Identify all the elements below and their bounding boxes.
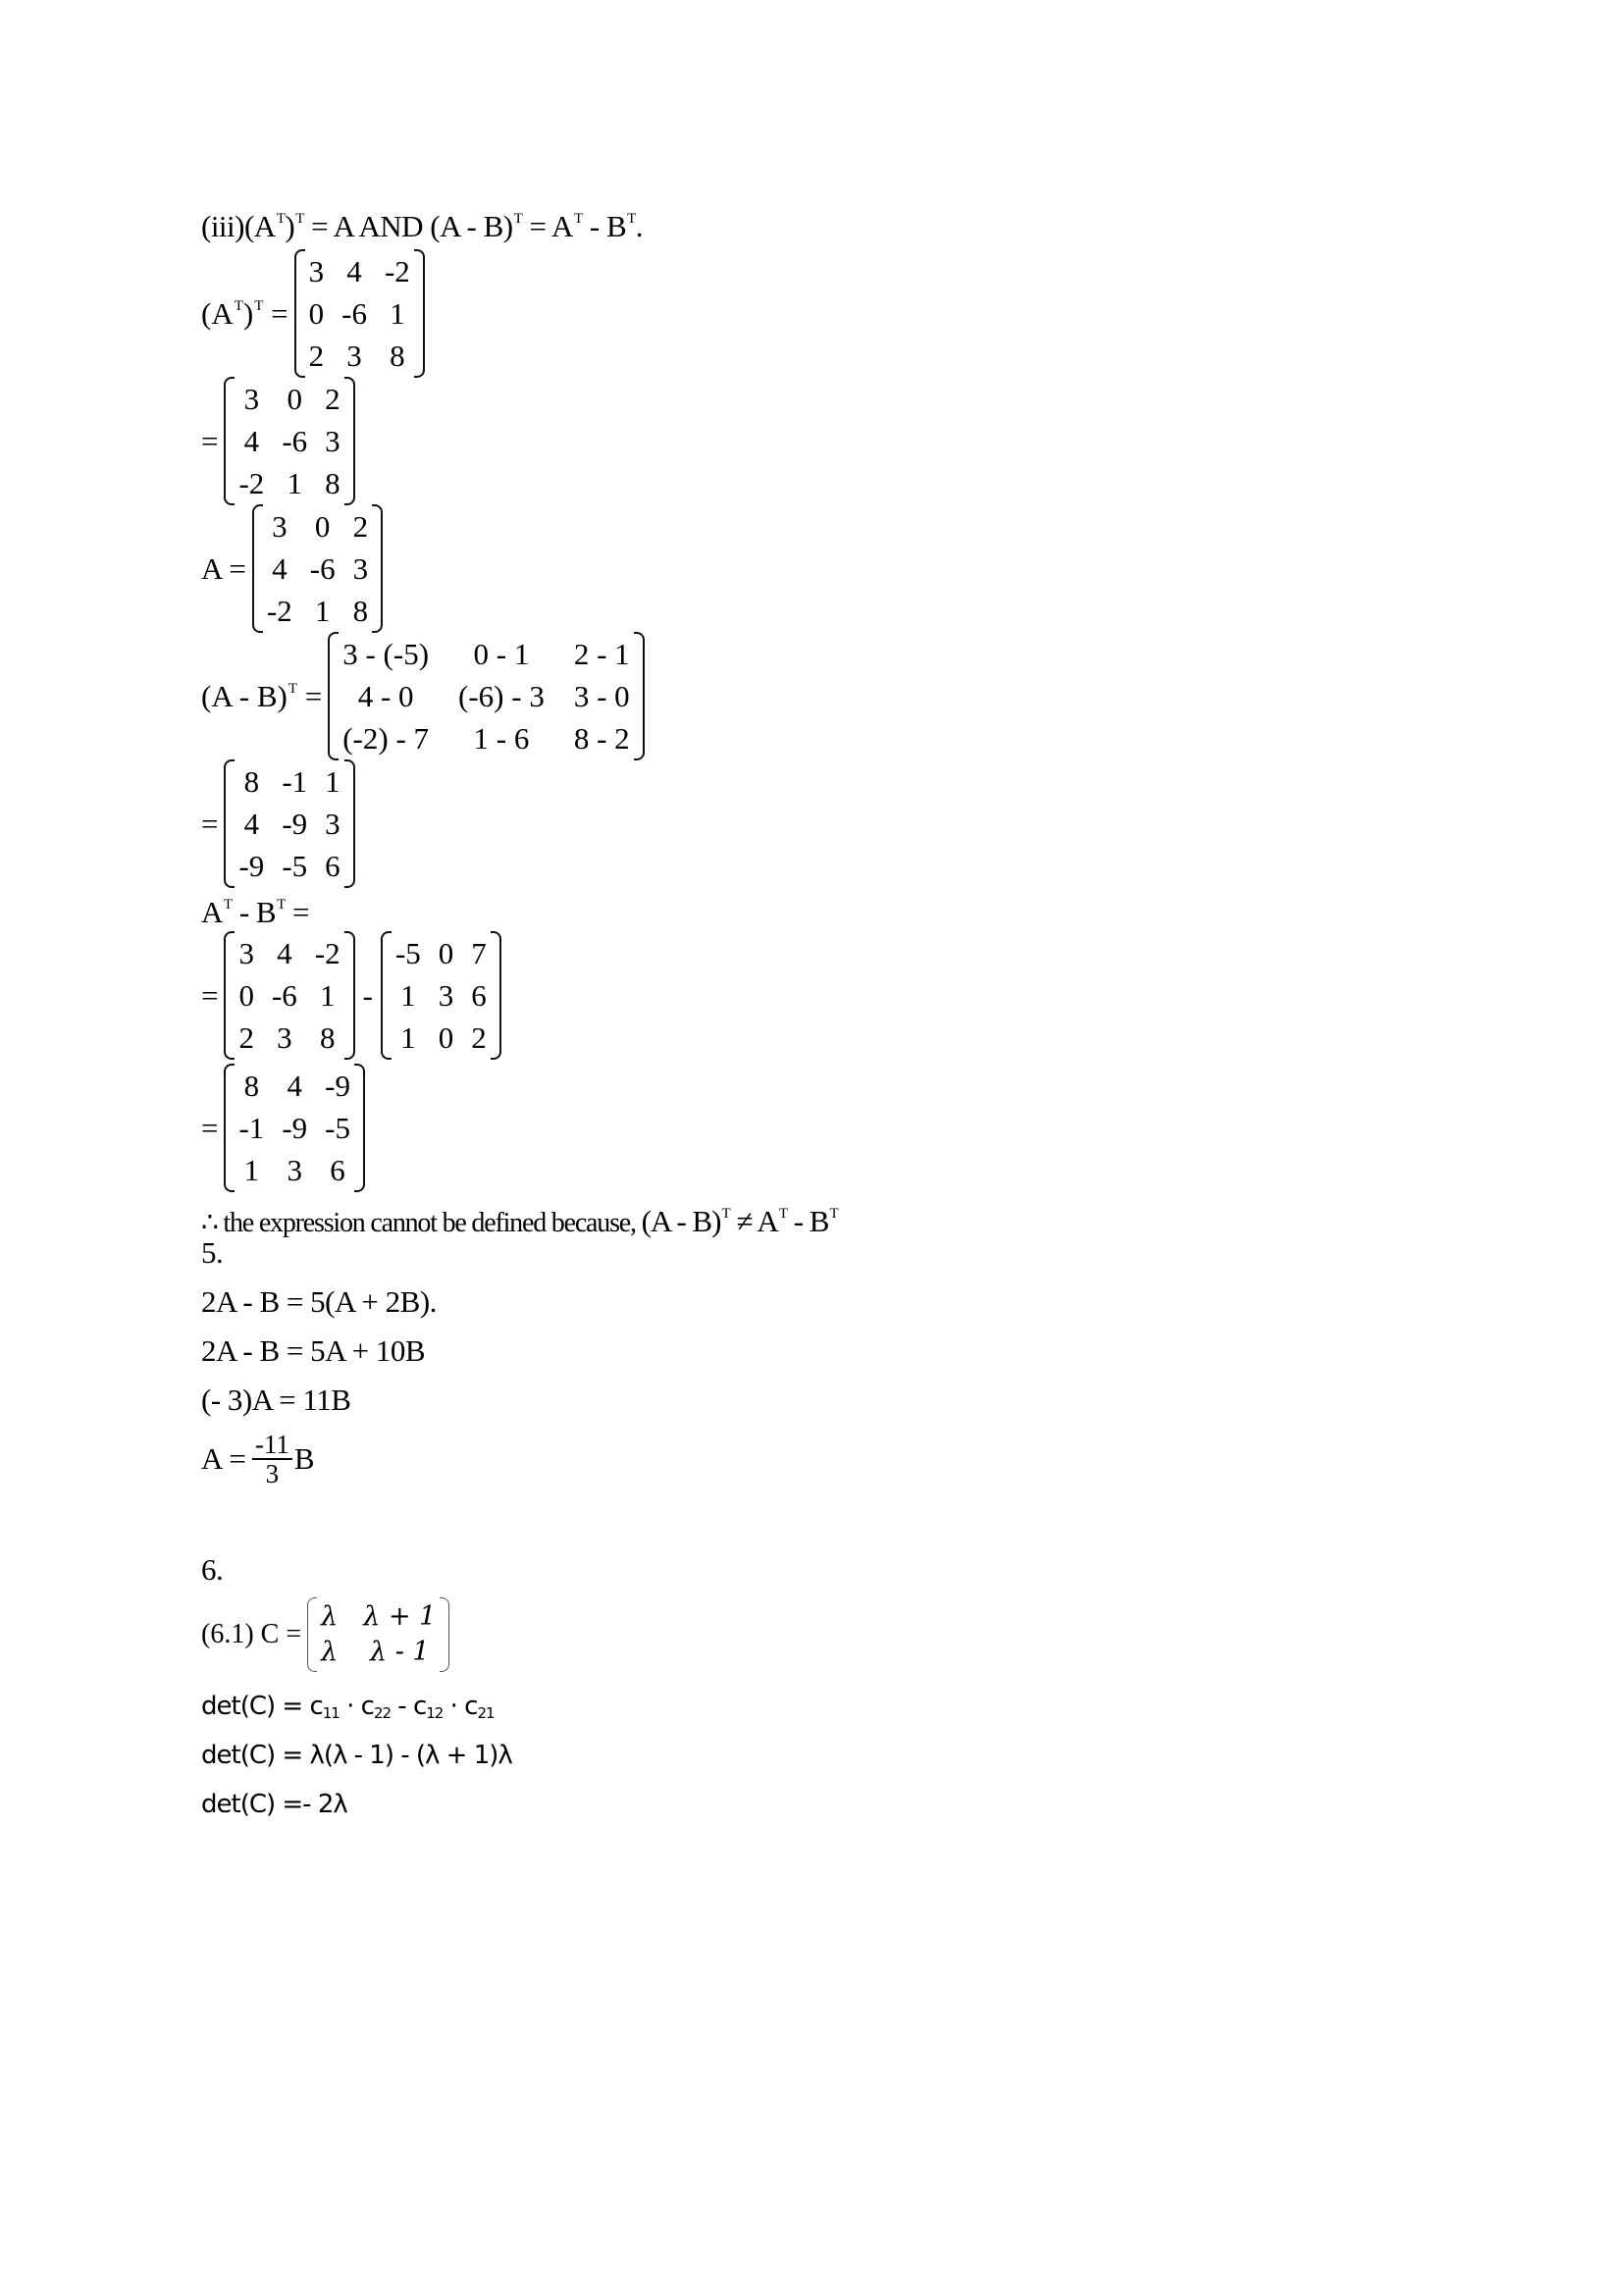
cell: -9 [282,807,308,841]
text: = A [522,209,573,243]
cell: 2 [352,509,369,544]
equals-sign: = [201,423,219,458]
left-bracket [307,1597,317,1672]
text: ∴ the expression cannot be defined because, [201,1208,642,1238]
superscript: T [254,297,264,314]
cell: 1 - 6 [473,721,530,756]
cell: -5 [394,936,421,970]
equation-AT-minus-BT [201,931,501,1060]
text: · [339,1692,361,1721]
cell: 1 [319,978,336,1013]
cell: 7 [471,936,487,970]
cell: -1 [238,1111,265,1145]
superscript: T [778,1206,787,1222]
cell: 0 [438,1020,454,1055]
superscript: T [513,211,523,227]
left-bracket [224,377,235,505]
text: c [412,1692,427,1721]
right-bracket [344,377,355,505]
text: · [443,1692,465,1721]
cell: 0 [308,296,325,331]
cell: λ + 1 [363,1601,437,1632]
cell: 3 [438,978,454,1013]
cell: -9 [238,849,265,883]
cell: 3 [277,1020,292,1055]
cell: 1 [243,1153,260,1187]
superscript: T [721,1206,730,1222]
variable: B [293,1441,315,1476]
cell: 2 [471,1020,487,1055]
cell: -9 [325,1069,350,1103]
text: c [309,1692,323,1721]
cell: 3 [325,424,340,458]
equation-AT-minus-BT-result [201,1064,365,1192]
right-bracket [491,931,501,1060]
left-bracket [224,759,235,888]
text: - B [232,895,277,929]
cell: 0 [287,382,302,416]
cell: 0 [314,509,331,544]
right-bracket [440,1597,449,1672]
equation-label: A = [201,550,246,586]
det-expansion: det(C) = λ(λ - 1) - (λ + 1)λ [201,1741,512,1770]
text: . [635,209,644,243]
superscript: T [627,211,636,227]
matrix-cells [235,759,343,888]
cell: 2 [238,1020,254,1055]
cell: 3 [352,551,369,586]
cell: 3 - (-5) [342,637,430,671]
text: c [360,1692,374,1721]
superscript: T [288,680,297,697]
matrix-AmB-T [224,759,354,888]
cell: 4 [346,254,362,288]
matrix-ATmBT [224,1064,364,1192]
cell: 0 [238,978,254,1013]
right-bracket [634,632,645,760]
cell: 2 [308,339,325,373]
cell: 3 - 0 [573,679,630,713]
cell: 3 [346,339,362,373]
cell: 4 [287,1069,302,1103]
right-bracket [354,1064,365,1192]
matrix-cells [339,632,633,760]
superscript: T [295,211,304,227]
cell: -6 [309,551,336,586]
cell: -5 [325,1111,350,1145]
text: (A - B) [201,678,288,713]
text: (A [201,295,234,331]
right-bracket [414,249,425,378]
superscript: T [276,211,286,227]
cell: -5 [282,849,308,883]
text: det(C) = [201,1692,310,1721]
equation-AmB-T-expr [201,632,645,760]
matrix-cells [235,931,343,1060]
equation-label [201,679,322,714]
cell: 1 [325,764,340,799]
right-bracket [344,931,355,1060]
cell: 8 [390,339,405,373]
subscript: 22 [373,1704,392,1722]
matrix-C [307,1597,449,1672]
matrix-ATT [224,377,354,505]
cell: 1 [314,594,331,628]
cell: 0 [438,936,454,970]
cell: 8 [352,594,369,628]
cell: 2 - 1 [573,637,630,671]
equation-A [201,504,383,633]
equation-AmB-T-result [201,759,355,888]
cell: -2 [238,466,265,500]
left-bracket [294,249,305,378]
cell: 4 [243,807,260,841]
cell: 0 - 1 [473,637,530,671]
cell: 1 [287,466,302,500]
matrix-AmB-T-expr [328,632,644,760]
right-bracket [344,759,355,888]
text: c [464,1692,478,1721]
superscript: T [234,297,243,314]
text: = [297,678,323,713]
text: (iii)(A [201,209,276,243]
text: = [285,895,309,929]
cell: -2 [266,594,292,628]
ATmBT-label [201,888,309,929]
cell: 6 [471,978,487,1013]
numerator: -11 [252,1431,292,1460]
cell: -2 [314,936,340,970]
cell: -6 [271,978,297,1013]
equation-label [201,296,288,332]
superscript: T [277,897,286,913]
cell: 3 [272,509,288,544]
matrix-cells [263,504,372,633]
cell: -2 [384,254,410,288]
part-iii-heading [201,202,643,243]
cell: 8 [243,1069,260,1103]
cell: 6 [330,1153,345,1187]
equals-sign: = [201,806,219,841]
cell: 3 [325,807,340,841]
text: ) [242,295,254,331]
subscript: 11 [322,1704,340,1722]
left-bracket [328,632,339,760]
text: = [263,295,288,331]
det-formula [201,1690,495,1730]
cell: -6 [282,424,308,458]
matrix-cells [235,1064,353,1192]
left-bracket [224,1064,235,1192]
q6-matrix-C [201,1597,449,1672]
minus-sign: - [362,977,373,1013]
cell: 1 [390,296,405,331]
cell: 3 [287,1153,302,1187]
cell: (-2) - 7 [342,721,430,756]
cell: 8 [325,466,340,500]
cell: 8 [243,764,260,799]
text: ≠ A [729,1204,778,1238]
cell: λ [321,1601,339,1632]
cell: λ [321,1637,339,1667]
matrix-cells [392,931,491,1060]
equation-label: A = [201,1441,246,1476]
cell: 4 - 0 [357,679,414,713]
cell: 4 [243,424,260,458]
cell: 1 [400,978,416,1013]
cell: 1 [400,1020,416,1055]
text: (A - B) [641,1204,721,1238]
cell: 8 [319,1020,336,1055]
left-bracket [224,931,235,1060]
matrix-cells [305,249,414,378]
superscript: T [573,211,583,227]
det-result: det(C) =- 2λ [201,1790,347,1819]
cell: λ - 1 [370,1637,430,1667]
text: - B [786,1204,829,1238]
superscript: T [829,1206,838,1222]
equation-ATT [201,249,425,378]
q5-line-1: 2A - B = 5(A + 2B). [201,1284,437,1319]
text: A [201,895,223,929]
equals-sign: = [201,977,219,1013]
cell: 3 [238,936,254,970]
superscript: T [223,897,233,913]
text: ) [285,209,295,243]
cell: -6 [341,296,367,331]
cell: 8 - 2 [573,721,630,756]
matrix-AT [294,249,425,378]
cell: 6 [325,849,340,883]
cell: 3 [308,254,325,288]
cell: 4 [277,936,292,970]
denominator: 3 [265,1459,280,1488]
cell: 2 [325,382,340,416]
right-bracket [372,504,383,633]
matrix-BT [381,931,501,1060]
fraction [252,1431,292,1487]
equation-ATT-result [201,377,355,505]
question-5-number: 5. [201,1235,224,1270]
equals-sign: = [201,1110,219,1145]
subscript: 12 [426,1704,444,1722]
left-bracket [381,931,392,1060]
equation-label: (6.1) C = [201,1619,302,1649]
cell: -9 [282,1111,308,1145]
text: = A AND (A - B) [303,209,513,243]
cell: (-6) - 3 [458,679,545,713]
left-bracket [252,504,263,633]
q5-line-2: 2A - B = 5A + 10B [201,1333,425,1368]
question-6-number: 6. [201,1552,224,1587]
text: - [391,1692,413,1721]
q5-final [201,1431,315,1487]
q5-line-3: (- 3)A = 11B [201,1383,351,1417]
matrix-cells [235,377,343,505]
matrix-AT [224,931,354,1060]
cell: -1 [282,764,308,799]
matrix-cells [317,1597,440,1672]
cell: 4 [272,551,288,586]
cell: 3 [243,382,260,416]
text: - B [582,209,627,243]
matrix-A [252,504,383,633]
conclusion [201,1197,838,1240]
subscript: 21 [477,1704,495,1722]
